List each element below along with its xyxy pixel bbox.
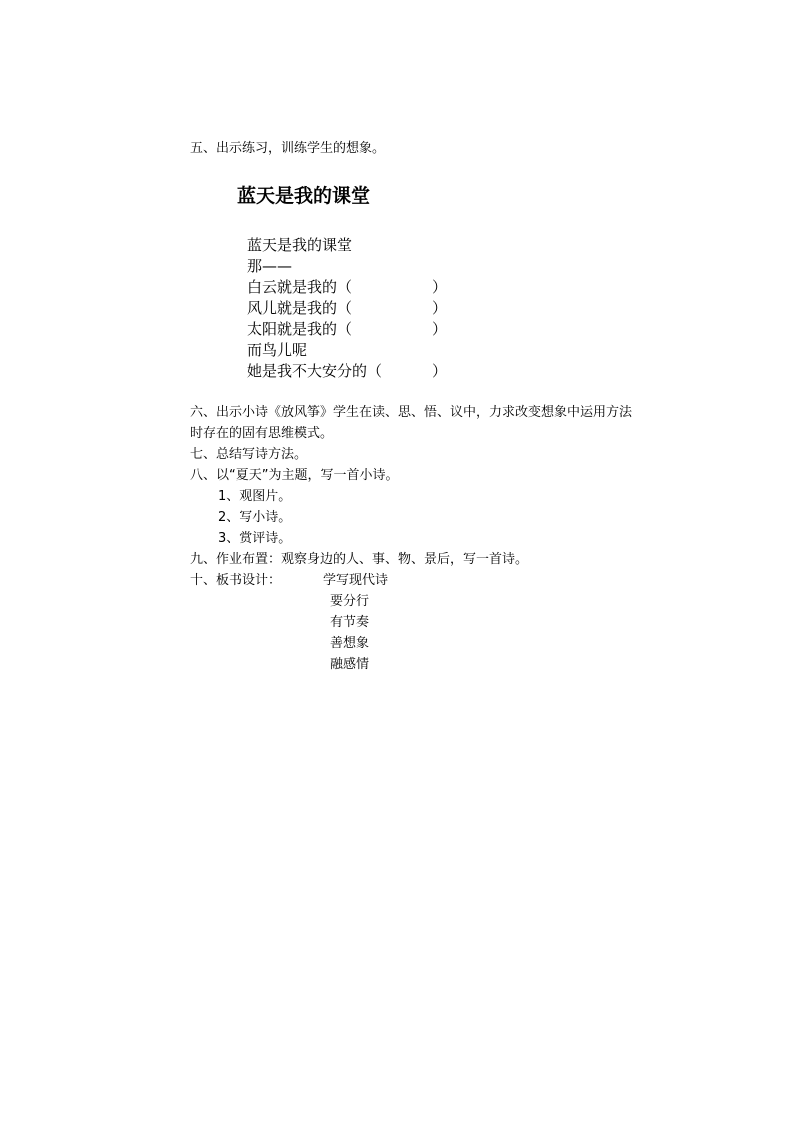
section-7-heading: 七、总结写诗方法。 xyxy=(190,447,308,462)
poem-line: 她是我不大安分的（ xyxy=(247,362,383,380)
board-title: 学写现代诗 xyxy=(323,573,389,588)
section-9-heading: 九、作业布置：观察身边的人、事、物、景后，写一首诗。 xyxy=(190,552,529,567)
section-5-heading: 五、出示练习，训练学生的想象。 xyxy=(190,141,386,156)
poem-line: 风儿就是我的（ xyxy=(247,299,353,317)
poem-blank-close: ） xyxy=(432,299,448,317)
section-8-heading: 八、以“夏天”为主题，写一首小诗。 xyxy=(190,468,399,483)
section-10-label: 十、板书设计： xyxy=(190,573,282,588)
poem-line: 那—— xyxy=(247,257,293,275)
board-point: 有节奏 xyxy=(330,615,370,630)
board-point: 要分行 xyxy=(330,594,370,609)
poem-line: 而鸟儿呢 xyxy=(247,341,308,359)
section-8-item: 1、观图片。 xyxy=(218,489,292,504)
poem-blank-close: ） xyxy=(432,320,448,338)
poem-line: 蓝天是我的课堂 xyxy=(247,236,353,254)
section-8-item: 2、写小诗。 xyxy=(218,510,292,525)
poem-line: 白云就是我的（ xyxy=(247,278,353,296)
poem-line: 太阳就是我的（ xyxy=(247,320,353,338)
poem-title: 蓝天是我的课堂 xyxy=(237,185,371,207)
board-point: 融感情 xyxy=(330,657,370,672)
board-point: 善想象 xyxy=(330,636,370,651)
section-8-item: 3、赏评诗。 xyxy=(218,531,292,546)
poem-blank-close: ） xyxy=(432,362,448,380)
section-6-line-2: 时存在的固有思维模式。 xyxy=(190,426,334,441)
poem-blank-close: ） xyxy=(432,278,448,296)
section-6-line-1: 六、出示小诗《放风筝》学生在读、思、悟、议中，力求改变想象中运用方法 xyxy=(190,405,633,420)
